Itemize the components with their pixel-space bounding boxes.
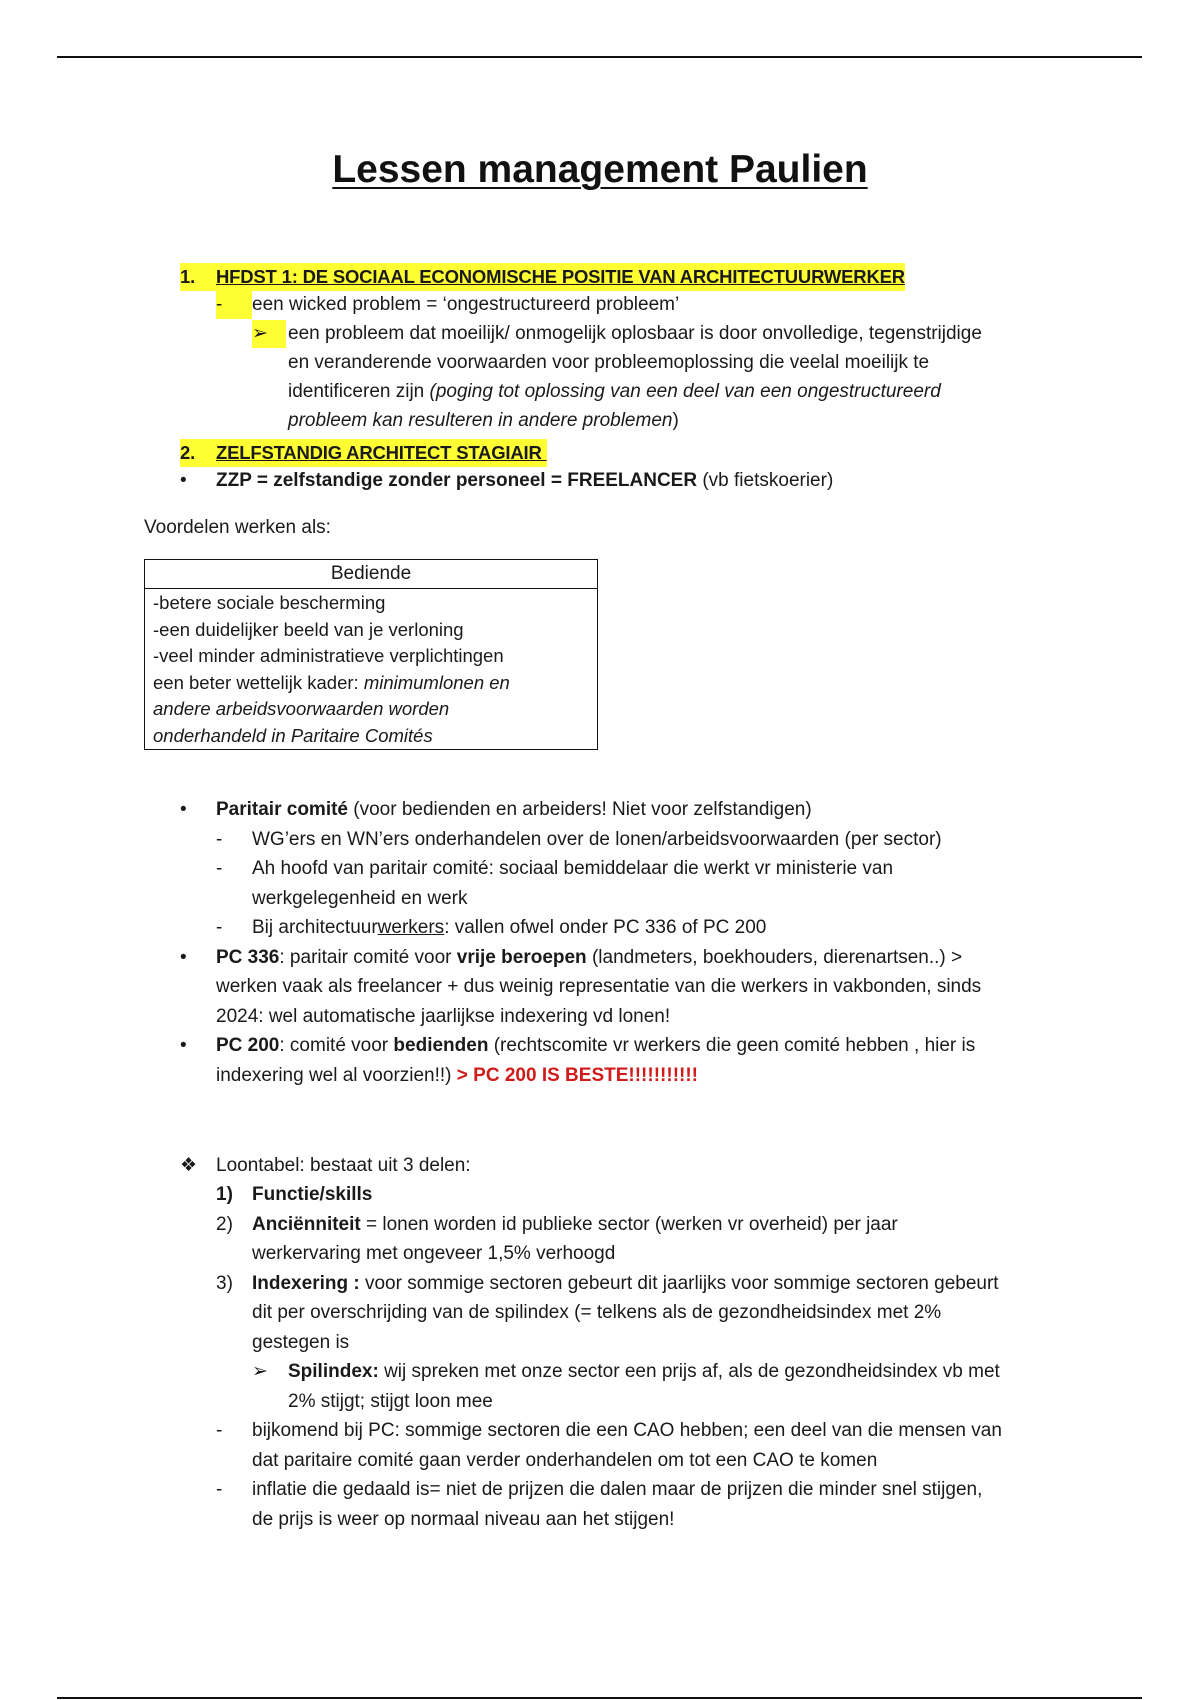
extra-1-line-2: dat paritaire comité gaan verder onderhandelen om tot een CAO te komen: [252, 1450, 878, 1471]
wicked-bullet: -: [216, 291, 252, 319]
top-rule: [57, 56, 1142, 58]
wicked-line-2: en veranderende voorwaarden voor probleemoplossing die veelal moeilijk te: [288, 352, 930, 373]
wicked-line-1: een probleem dat moeilijk/ onmogelijk oplosbaar is door onvolledige, tegenstrijdige: [288, 323, 982, 344]
item-3-line-3: gestegen is: [252, 1332, 350, 1353]
paritair-sub-dash: -: [216, 917, 223, 938]
item-1-number: 1): [216, 1184, 233, 1205]
voordelen-label: Voordelen werken als:: [144, 517, 331, 538]
table-line-5: andere arbeidsvoorwaarden worden: [153, 698, 450, 720]
wicked-line-3: identificeren zijn (poging tot oplossing van een deel van een ongestructureerd: [288, 381, 941, 402]
table-line-2: -een duidelijker beeld van je verloning: [153, 618, 464, 640]
wicked-line-4: probleem kan resulteren in andere problemen): [288, 410, 679, 431]
paritair-sub-2b: werkgelegenheid en werk: [252, 888, 468, 909]
arrow-bullet-icon: ➢: [252, 1361, 268, 1382]
table-header: Bediende: [145, 560, 597, 589]
spilindex-line-1: Spilindex: wij spreken met onze sector een prijs af, als de gezondheidsindex vb met: [288, 1361, 1000, 1382]
paritair-bullet: •: [180, 799, 187, 820]
table-line-1: -betere sociale bescherming: [153, 592, 386, 613]
pc336-line-1: PC 336: paritair comité voor vrije beroepen (landmeters, boekhouders, dierenartsen..) >: [216, 947, 963, 968]
paritair-line: Paritair comité (voor bedienden en arbeiders! Niet voor zelfstandigen): [216, 799, 812, 820]
item-2-number: 2): [216, 1214, 233, 1235]
item-3-number: 3): [216, 1273, 233, 1294]
spilindex-line-2: 2% stijgt; stijgt loon mee: [288, 1391, 493, 1412]
bediende-table: [144, 559, 598, 750]
section-2-title: ZELFSTANDIG ARCHITECT STAGIAIR: [216, 442, 542, 463]
item-3-text: Indexering : voor sommige sectoren gebeurt dit jaarlijks voor sommige sectoren gebeurt: [252, 1273, 999, 1294]
section-1-title: HFDST 1: DE SOCIAAL ECONOMISCHE POSITIE VAN ARCHITECTUURWERKER: [216, 266, 905, 287]
wicked-arrow: ➢: [252, 320, 286, 348]
section-1-heading: [180, 263, 905, 292]
paritair-sub-3: Bij architectuurwerkers: vallen ofwel onder PC 336 of PC 200: [252, 917, 767, 938]
pc336-line-2: werken vaak als freelancer + dus weinig representatie van die werkers in vakbonden, sinds: [216, 976, 982, 997]
item-2-line-2: werkervaring met ongeveer 1,5% verhoogd: [252, 1243, 616, 1264]
wicked-text: een wicked problem = ‘ongestructureerd probleem’: [252, 294, 680, 315]
section-1-number: 1.: [180, 266, 196, 287]
page-title: Lessen management Paulien: [332, 148, 868, 191]
extra-2-dash: -: [216, 1479, 223, 1500]
extra-1-dash: -: [216, 1420, 223, 1441]
pc336-line-3: 2024: wel automatische jaarlijkse indexering vd lonen!: [216, 1006, 671, 1027]
paritair-sub-dash: -: [216, 829, 223, 850]
table-line-6: onderhandeld in Paritaire Comités: [153, 724, 433, 746]
pc200-bullet: •: [180, 1035, 187, 1056]
section-2-heading: [180, 439, 547, 468]
item-3-line-2: dit per overschrijding van de spilindex (= telkens als de gezondheidsindex met 2%: [252, 1302, 942, 1323]
extra-2-line-2: de prijs is weer op normaal niveau aan het stijgen!: [252, 1509, 675, 1530]
extra-2-line-1: inflatie die gedaald is= niet de prijzen die dalen maar de prijzen die minder snel stijgen,: [252, 1479, 983, 1500]
loontabel-intro: Loontabel: bestaat uit 3 delen:: [216, 1155, 471, 1176]
item-2-text: Anciënniteit = lonen worden id publieke sector (werken vr overheid) per jaar: [252, 1214, 898, 1235]
bottom-rule: [57, 1697, 1142, 1699]
extra-1-line-1: bijkomend bij PC: sommige sectoren die een CAO hebben; een deel van die mensen van: [252, 1420, 1002, 1441]
section-2-number: 2.: [180, 442, 196, 463]
pc200-line-1: PC 200: comité voor bedienden (rechtscomite vr werkers die geen comité hebben , hier is: [216, 1035, 976, 1056]
item-1-text: Functie/skills: [252, 1184, 373, 1205]
pc200-line-2: indexering wel al voorzien!!) > PC 200 IS BESTE!!!!!!!!!!!: [216, 1065, 698, 1086]
pc200-emphasis: > PC 200 IS BESTE!!!!!!!!!!!: [456, 1065, 698, 1086]
zzp-bullet: •: [180, 470, 187, 491]
pc336-bullet: •: [180, 947, 187, 968]
paritair-sub-2: Ah hoofd van paritair comité: sociaal bemiddelaar die werkt vr ministerie van: [252, 858, 894, 879]
table-line-3: -veel minder administratieve verplichtingen: [153, 645, 504, 667]
paritair-sub-dash: -: [216, 858, 223, 879]
paritair-sub-1: WG’ers en WN’ers onderhandelen over de lonen/arbeidsvoorwaarden (per sector): [252, 829, 942, 850]
diamond-bullet-icon: ❖: [180, 1155, 198, 1176]
table-cell: [145, 589, 597, 751]
zzp-line: ZZP = zelfstandige zonder personeel = FREELANCER (vb fietskoerier): [216, 470, 834, 491]
table-line-4: een beter wettelijk kader: minimumlonen en: [153, 671, 510, 693]
